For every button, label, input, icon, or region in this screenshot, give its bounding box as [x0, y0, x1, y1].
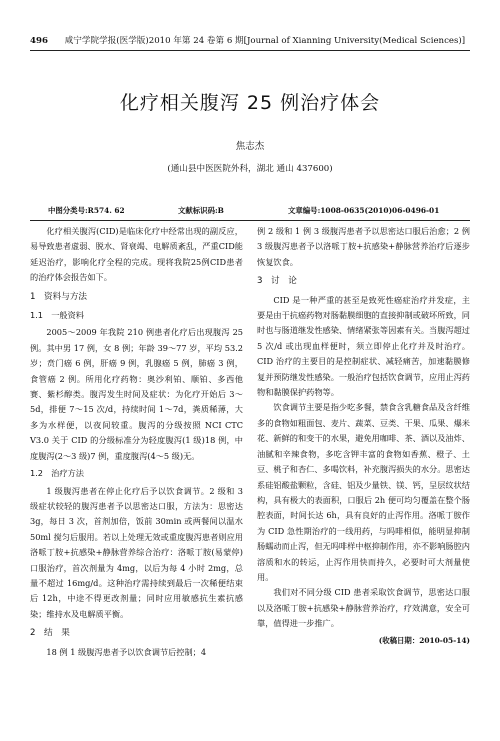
section-heading-results: 2 结 果 [30, 628, 70, 639]
general-data-paragraph: 2005～2009 年我院 210 例患者化疗后出现腹泻 25 例。其中男 17 例，女 8 例；年龄 39～77 岁，平均 53.2 岁；贲门癌 6 例，肝癌 9 例，乳腺癌 5 例，肺癌 3 例，食管癌 2 例。所用化疗药物：奥沙利铂、顺铂、多西他赛、紫杉醇类。腹泻发生时间及症状：为化疗开始后 3～5d，排便 7～15 次/d，持续时间 1～7d，粪质稀薄，大多为水样便，以夜间较重。腹泻的分级按照 NCI CTC V3.0 关于 CID 的分级标准分为轻度腹泻(1 级)18 例，中度腹泻(2～3 级)7 例，重度腹泻(4～5 级)无。 [30, 327, 243, 461]
discussion-paragraph-2: 饮食调节主要是指少吃多餐，禁食含乳糖食品及含纤维多的食物如粗面包、麦片、蔬菜、豆类、干果、瓜果、爆米花、新鲜的和变干的水果，避免用咖啡、茶、酒以及油炸、油腻和辛辣食物，多吃含钾丰富的食物如香蕉、橙子、土豆、桃子和杏仁、多喝饮料，补充腹泻损失的水分。思密达系硅铝酸盐颗粒，含硅、铝及少量铁、镁、钙，呈层纹状结构，具有极大的表面积，口服后 2h 便可均匀覆盖在整个肠腔表面，时间长达 6h，具有良好的止泻作用。洛哌丁胺作为 CID 急性期治疗的一线用药，与吗啡相似，能明显抑制肠蠕动而止泻，但无吗啡样中枢抑制作用，亦不影响肠腔内溶质和水的转运，止泻作用快而持久，必要时可大剂量使用。 [257, 402, 470, 582]
header-rule [30, 50, 470, 51]
journal-citation: 咸宁学院学报(医学版)2010 年第 24 卷第 6 期[Journal of Xianning University(Medical Sciences)] [64, 36, 466, 46]
received-date-note: (收稿日期：2010-05-14) [378, 635, 470, 645]
running-header [30, 34, 470, 46]
article-title: 化疗相关腹泻 25 例治疗体会 [119, 92, 381, 114]
intro-paragraph: 化疗相关腹泻(CID)是临床化疗中经常出现的副反应，易导致患者虚弱、脱水、肾衰竭、电解质紊乱，严重CID能延迟治疗，影响化疗全程的完成。现将我院25例CID患者的治疗体会报告如下。 [30, 226, 243, 283]
subsection-heading-treatment: 1.2 治疗方法 [30, 468, 84, 479]
results-paragraph: 18 例 1 级腹泻患者予以饮食调节后控制；4 [46, 646, 207, 657]
meta-rule [30, 220, 470, 221]
discussion-paragraph-1: CID 是一种严重的甚至是致死性癌症治疗并发症，主要是由于抗癌药物对肠黏膜细胞的直接抑制或破坏所致，同时也与肠道继发性感染、情绪紧张等因素有关。当腹泻超过 5 次/d 或出现血样便时，须立即停止化疗并及时治疗。CID 治疗的主要目的是控制症状、减轻痛苦，加速黏膜修复并预防继发性感染。一般治疗包括饮食调节，应用止泻药物和黏膜保护药物等。 [257, 294, 470, 398]
article-number: 文章编号:1008-0635(2010)06-0496-01 [288, 206, 440, 215]
treatment-paragraph: 1 级腹泻患者在停止化疗后予以饮食调节。2 级和 3 级症状较轻的腹泻患者予以思密达口服，方法为：思密达 3g，每日 3 次，首剂加倍，饭前 30min 或两餐间以温水 50ml 搅匀后服用。若以上处理无效或重度腹泻患者则应用洛哌丁胺+抗感染+静脉营养综合治疗：洛哌丁胺(易蒙停)口服治疗，首次剂量为 4mg，以后为每 4 小时 2mg，总量不超过 16mg/d。这种治疗需持续到最后一次稀便结束后 12h，中途不得更改剂量；同时应用敏感抗生素抗感染；维持水及电解质平衡。 [30, 485, 243, 619]
page-number: 496 [30, 36, 48, 46]
section-heading-discussion: 3 讨 论 [257, 276, 297, 287]
classification-number: 中图分类号:R574. 62 [48, 206, 125, 215]
results-continued-paragraph: 例 2 级和 1 例 3 级腹泻患者予以思密达口服后治愈；2 例 3 级腹泻患者予以洛哌丁胺+抗感染+静脉营养治疗后逐步恢复饮食。 [257, 226, 470, 267]
document-code: 文献标识码:B [178, 206, 224, 215]
section-heading-materials-methods: 1 资料与方法 [30, 291, 88, 302]
author-affiliation: (通山县中医医院外科，湖北 通山 437600) [167, 164, 333, 174]
article-author: 焦志杰 [235, 141, 265, 152]
subsection-heading-general-data: 1.1 一般资料 [30, 310, 84, 321]
discussion-paragraph-3: 我们对不同分级 CID 患者采取饮食调节，思密达口服以及洛哌丁胺+抗感染+静脉营养治疗，疗效满意，安全可靠，值得进一步推广。 [257, 587, 470, 629]
left-column [30, 224, 243, 660]
right-column [257, 224, 470, 648]
